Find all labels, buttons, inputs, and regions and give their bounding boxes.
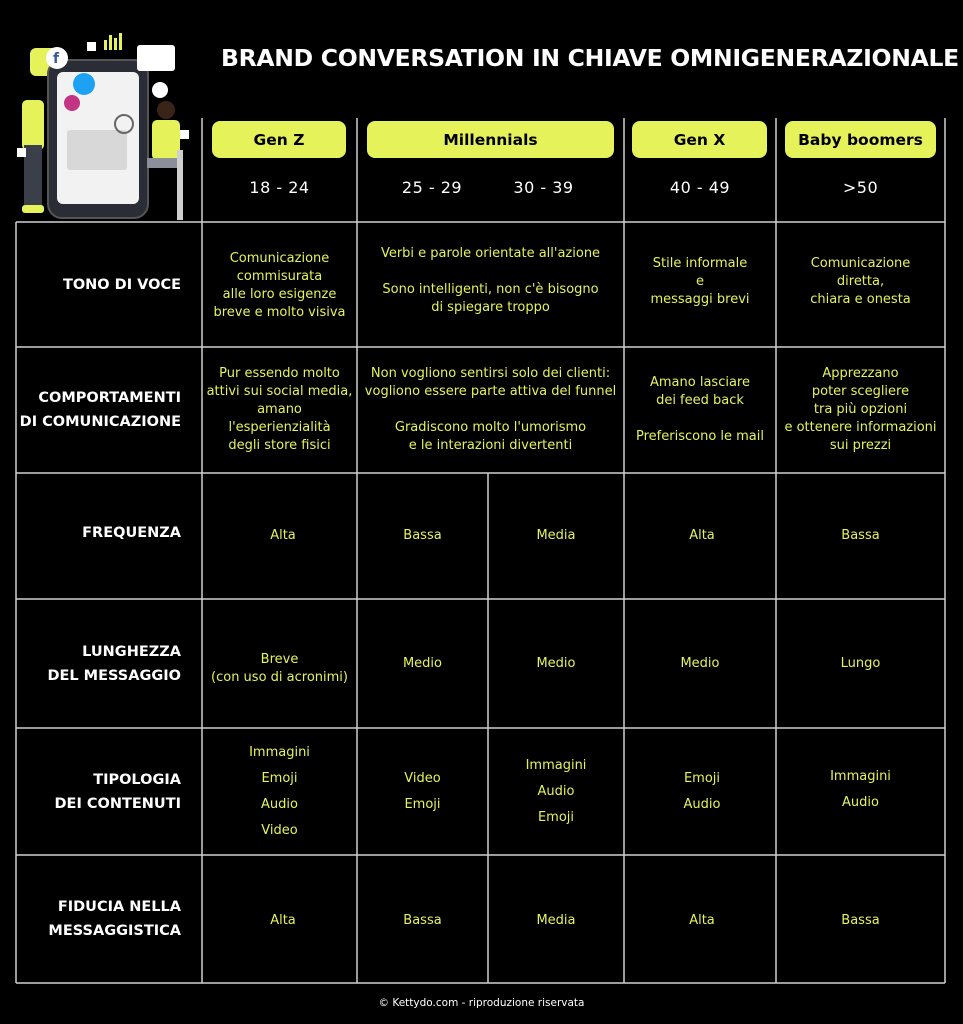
cell-frequenza-gen-z: Alta [270, 528, 296, 543]
footer-copyright: © Kettydo.com - riproduzione riservata [378, 997, 585, 1009]
cell-tono-gen-z: Comunicazione commisurata alle loro esigenze breve e molto visiva [213, 251, 346, 320]
row-label-tono-di-voce: TONO DI VOCE [62, 276, 181, 293]
row-label-comportamenti: COMPORTAMENTI DI COMUNICAZIONE [19, 390, 181, 430]
age-range-millennials-young: 25 - 29 [401, 178, 463, 197]
cell-fiducia-baby-boomers: Bassa [841, 912, 880, 928]
cell-tipologia-gen-x: Emoji Audio [683, 770, 721, 812]
cell-lunghezza-gen-x: Medio [680, 655, 720, 671]
cell-frequenza-millennials-old: Media [536, 528, 576, 543]
cell-lunghezza-millennials-young: Medio [402, 655, 443, 671]
age-range-millennials-old: 30 - 39 [513, 178, 574, 197]
generation-gen-x: Gen X [632, 121, 767, 158]
cell-comportamenti-baby-boomers: Apprezzano poter scegliere tra più opzioni e ottenere informazioni sui prezzi [784, 366, 937, 453]
cell-tipologia-baby-boomers: Immagini Audio [830, 768, 891, 810]
cell-frequenza-millennials-young: Bassa [403, 528, 442, 543]
cell-tono-millennials: Verbi e parole orientate all'azione Sono intelligenti, non c'è bisogno di spiegare troppo [380, 246, 601, 315]
cell-fiducia-millennials-old: Media [536, 912, 576, 928]
age-range-baby-boomers: >50 [842, 178, 879, 197]
cell-fiducia-gen-z: Alta [270, 912, 296, 928]
cell-lunghezza-baby-boomers: Lungo [840, 655, 881, 671]
cell-fiducia-gen-x: Alta [689, 912, 715, 928]
generation-baby-boomers: Baby boomers [785, 121, 936, 158]
cell-tipologia-gen-z: Immagini Emoji Audio Video [249, 744, 310, 838]
row-label-frequenza: FREQUENZA [82, 525, 181, 541]
cell-comportamenti-gen-z: Pur essendo molto attivi sui social media, amano l'esperienzialità degli store fisici [206, 366, 353, 453]
svg-text:f: f [53, 51, 60, 67]
cell-tipologia-millennials-young: Video Emoji [404, 770, 441, 812]
cell-tono-baby-boomers: Comunicazione diretta, chiara e onesta [810, 256, 911, 307]
cell-comportamenti-millennials: Non vogliono sentirsi solo dei clienti: vogliono essere parte attiva del funnel Gradiscono molto l'umorismo e le interazioni divertenti [364, 366, 617, 453]
row-label-tipologia: TIPOLOGIA DEI CONTENUTI [54, 771, 181, 812]
cell-tono-gen-x: Stile informale e messaggi brevi [650, 256, 750, 307]
cell-frequenza-gen-x: Alta [689, 528, 715, 543]
generation-gen-z: Gen Z [212, 121, 346, 158]
cell-fiducia-millennials-young: Bassa [403, 912, 442, 928]
generation-millennials: Millennials [367, 121, 614, 158]
cell-comportamenti-gen-x: Amano lasciare dei feed back Preferiscono le mail [636, 375, 764, 444]
row-label-lunghezza: LUNGHEZZA DEL MESSAGGIO [47, 643, 181, 684]
age-range-gen-z: 18 - 24 [249, 178, 310, 197]
cell-tipologia-millennials-old: Immagini Audio Emoji [525, 757, 587, 825]
row-label-fiducia: FIDUCIA NELLA MESSAGGISTICA [48, 899, 181, 939]
age-range-gen-x: 40 - 49 [669, 178, 731, 197]
page-title: BRAND CONVERSATION IN CHIAVE OMNIGENERAZIONALE [221, 44, 959, 72]
cell-frequenza-baby-boomers: Bassa [841, 528, 880, 543]
cell-lunghezza-millennials-old: Medio [536, 655, 576, 671]
cell-lunghezza-gen-z: Breve (con uso di acronimi) [211, 651, 348, 685]
